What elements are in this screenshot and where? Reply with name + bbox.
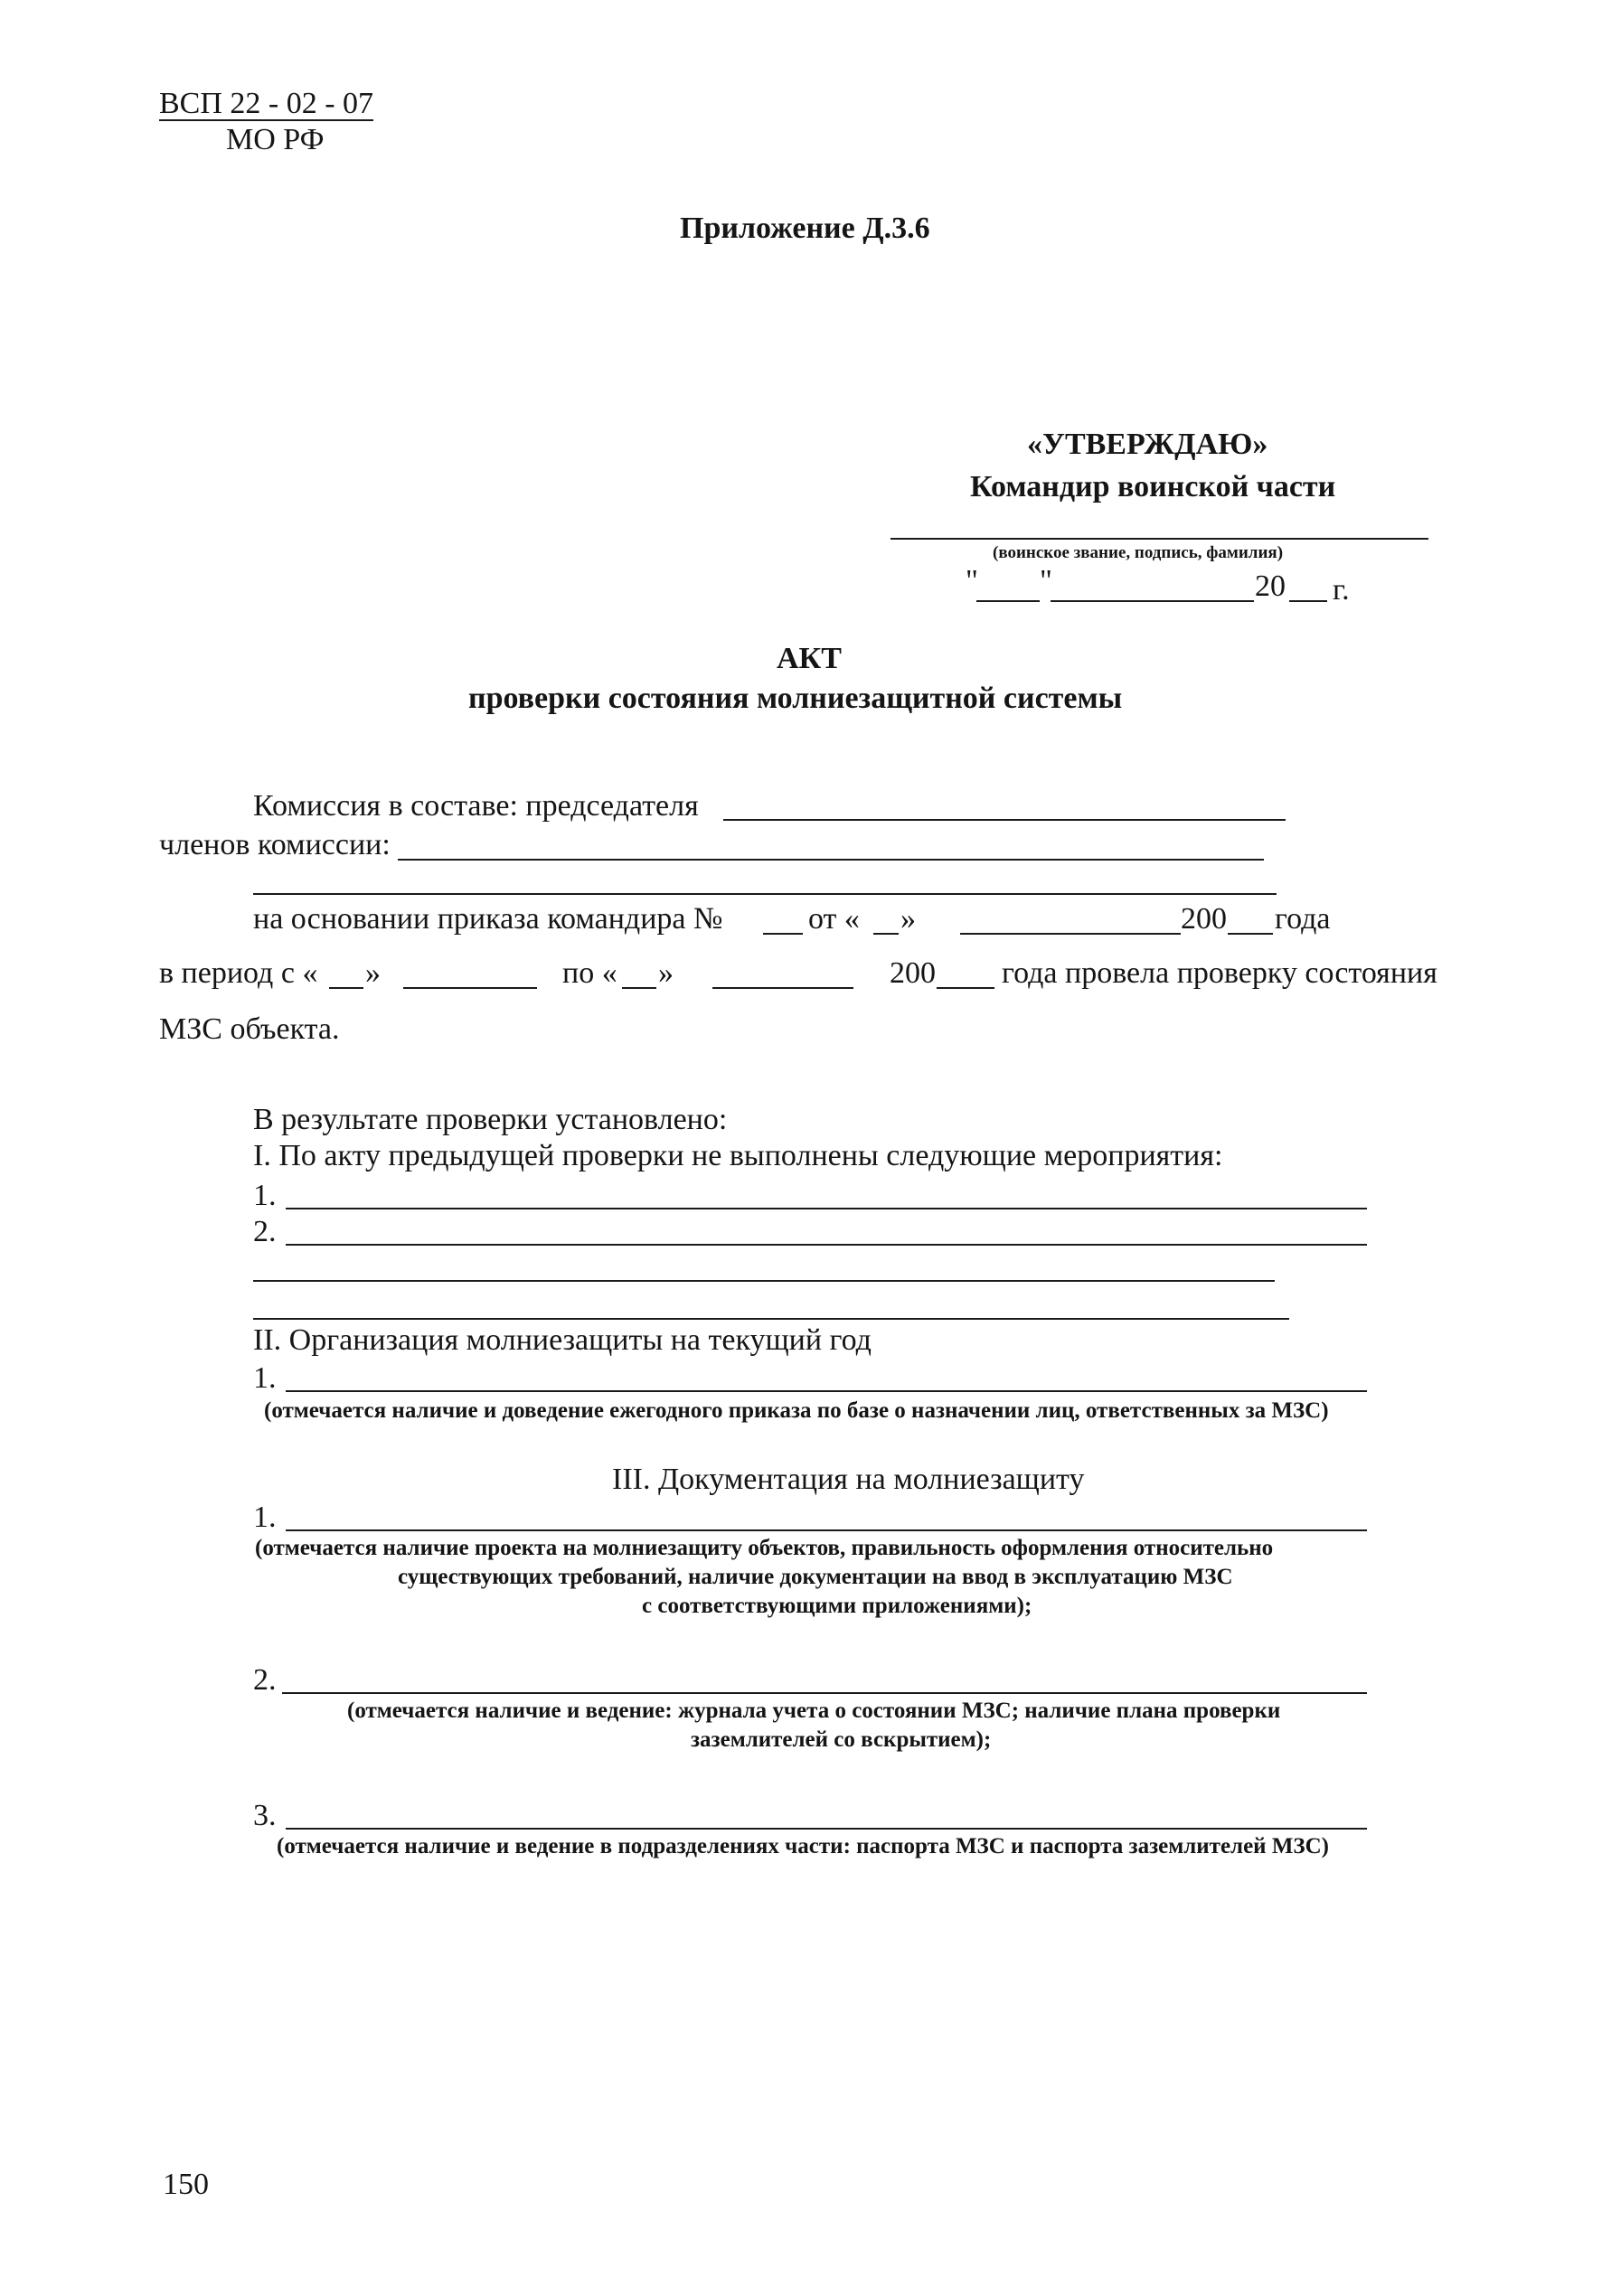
- section-1-item-1: 1.: [253, 1179, 277, 1212]
- page-number: 150: [163, 2168, 209, 2201]
- order-month-line: [960, 933, 1181, 935]
- members-line-1: [398, 859, 1264, 861]
- object-label: МЗС объекта.: [159, 1012, 340, 1046]
- order-from: от «: [808, 902, 860, 936]
- period-start-month-line: [403, 987, 537, 989]
- section-1-title: I. По акту предыдущей проверки не выполнены следующие мероприятия:: [253, 1139, 1223, 1172]
- section-3-note-2-line-2: заземлителей со вскрытием);: [691, 1727, 992, 1752]
- period-end-day-line: [622, 987, 656, 989]
- period-label: в период с «: [159, 956, 318, 990]
- approval-position: Командир воинской части: [970, 470, 1336, 503]
- document-code: ВСП 22 - 02 - 07: [159, 87, 374, 120]
- section-3-note-1-line-1: (отмечается наличие проекта на молниезащиту объектов, правильность оформления относительно: [255, 1536, 1274, 1560]
- section-1-item-2-line: [286, 1244, 1367, 1246]
- period-year: 200: [890, 956, 936, 990]
- section-3-item-2: 2.: [253, 1663, 277, 1697]
- section-1-extra-line-1: [253, 1280, 1275, 1282]
- order-day-line: [873, 933, 899, 935]
- order-year-suffix: года: [1275, 902, 1331, 936]
- section-3-note-2-line-1: (отмечается наличие и ведение: журнала учета о состоянии МЗС; наличие плана проверки: [347, 1698, 1281, 1723]
- members-label: членов комиссии:: [159, 828, 391, 861]
- order-number-line: [763, 933, 803, 935]
- section-2-item-1: 1.: [253, 1361, 277, 1395]
- section-3-note-1-line-3: с соответствующими приложениями);: [642, 1594, 1032, 1618]
- section-3-title: III. Документация на молниезащиту: [612, 1463, 1085, 1496]
- period-start-day-line: [329, 987, 363, 989]
- organization: МО РФ: [226, 123, 325, 156]
- section-2-item-1-line: [286, 1390, 1367, 1392]
- section-3-note-3: (отмечается наличие и ведение в подразделениях части: паспорта МЗС и паспорта заземлителей МЗС): [277, 1834, 1329, 1858]
- section-3-item-3-line: [286, 1828, 1367, 1830]
- date-quote-open: ": [966, 564, 978, 598]
- results-intro: В результате проверки установлено:: [253, 1103, 728, 1136]
- order-year: 200: [1181, 902, 1227, 936]
- act-subtitle: проверки состояния молниезащитной системы: [468, 682, 1123, 715]
- section-3-note-1-line-2: существующих требований, наличие документации на ввод в эксплуатацию МЗС: [398, 1565, 1233, 1589]
- section-3-item-3: 3.: [253, 1799, 277, 1832]
- date-year-line: [1289, 600, 1327, 602]
- order-year-line: [1228, 933, 1273, 935]
- period-end-month-line: [712, 987, 853, 989]
- section-1-extra-line-2: [253, 1318, 1289, 1320]
- section-2-note: (отмечается наличие и доведение ежегодного приказа по базе о назначении лиц, ответственных за МЗС): [264, 1398, 1329, 1423]
- chairman-label: Комиссия в составе: председателя: [253, 789, 699, 823]
- period-year-line: [937, 987, 994, 989]
- section-2-title: II. Организация молниезащиты на текущий год: [253, 1323, 872, 1357]
- order-from-close: »: [900, 902, 916, 936]
- period-to-close: »: [658, 956, 674, 990]
- period-result: года провела проверку состояния: [1002, 956, 1437, 990]
- section-1-item-2: 2.: [253, 1215, 277, 1248]
- appendix-title: Приложение Д.3.6: [680, 212, 930, 245]
- date-day-line: [976, 600, 1040, 602]
- chairman-line: [723, 819, 1286, 821]
- signature-line: [891, 538, 1428, 540]
- members-line-2: [253, 893, 1277, 895]
- order-label: на основании приказа командира №: [253, 902, 723, 936]
- date-year-prefix: 20: [1255, 569, 1286, 603]
- period-close: »: [365, 956, 381, 990]
- approval-title: «УТВЕРЖДАЮ»: [1027, 428, 1268, 461]
- section-1-item-1-line: [286, 1208, 1367, 1209]
- section-3-item-2-line: [282, 1692, 1367, 1694]
- period-to: по «: [562, 956, 617, 990]
- date-month-line: [1051, 600, 1254, 602]
- date-year-suffix: г.: [1333, 573, 1350, 607]
- section-3-item-1: 1.: [253, 1501, 277, 1534]
- act-title: АКТ: [777, 642, 842, 675]
- signature-caption: (воинское звание, подпись, фамилия): [993, 543, 1284, 562]
- date-quote-close: ": [1040, 564, 1052, 598]
- section-3-item-1-line: [286, 1529, 1367, 1531]
